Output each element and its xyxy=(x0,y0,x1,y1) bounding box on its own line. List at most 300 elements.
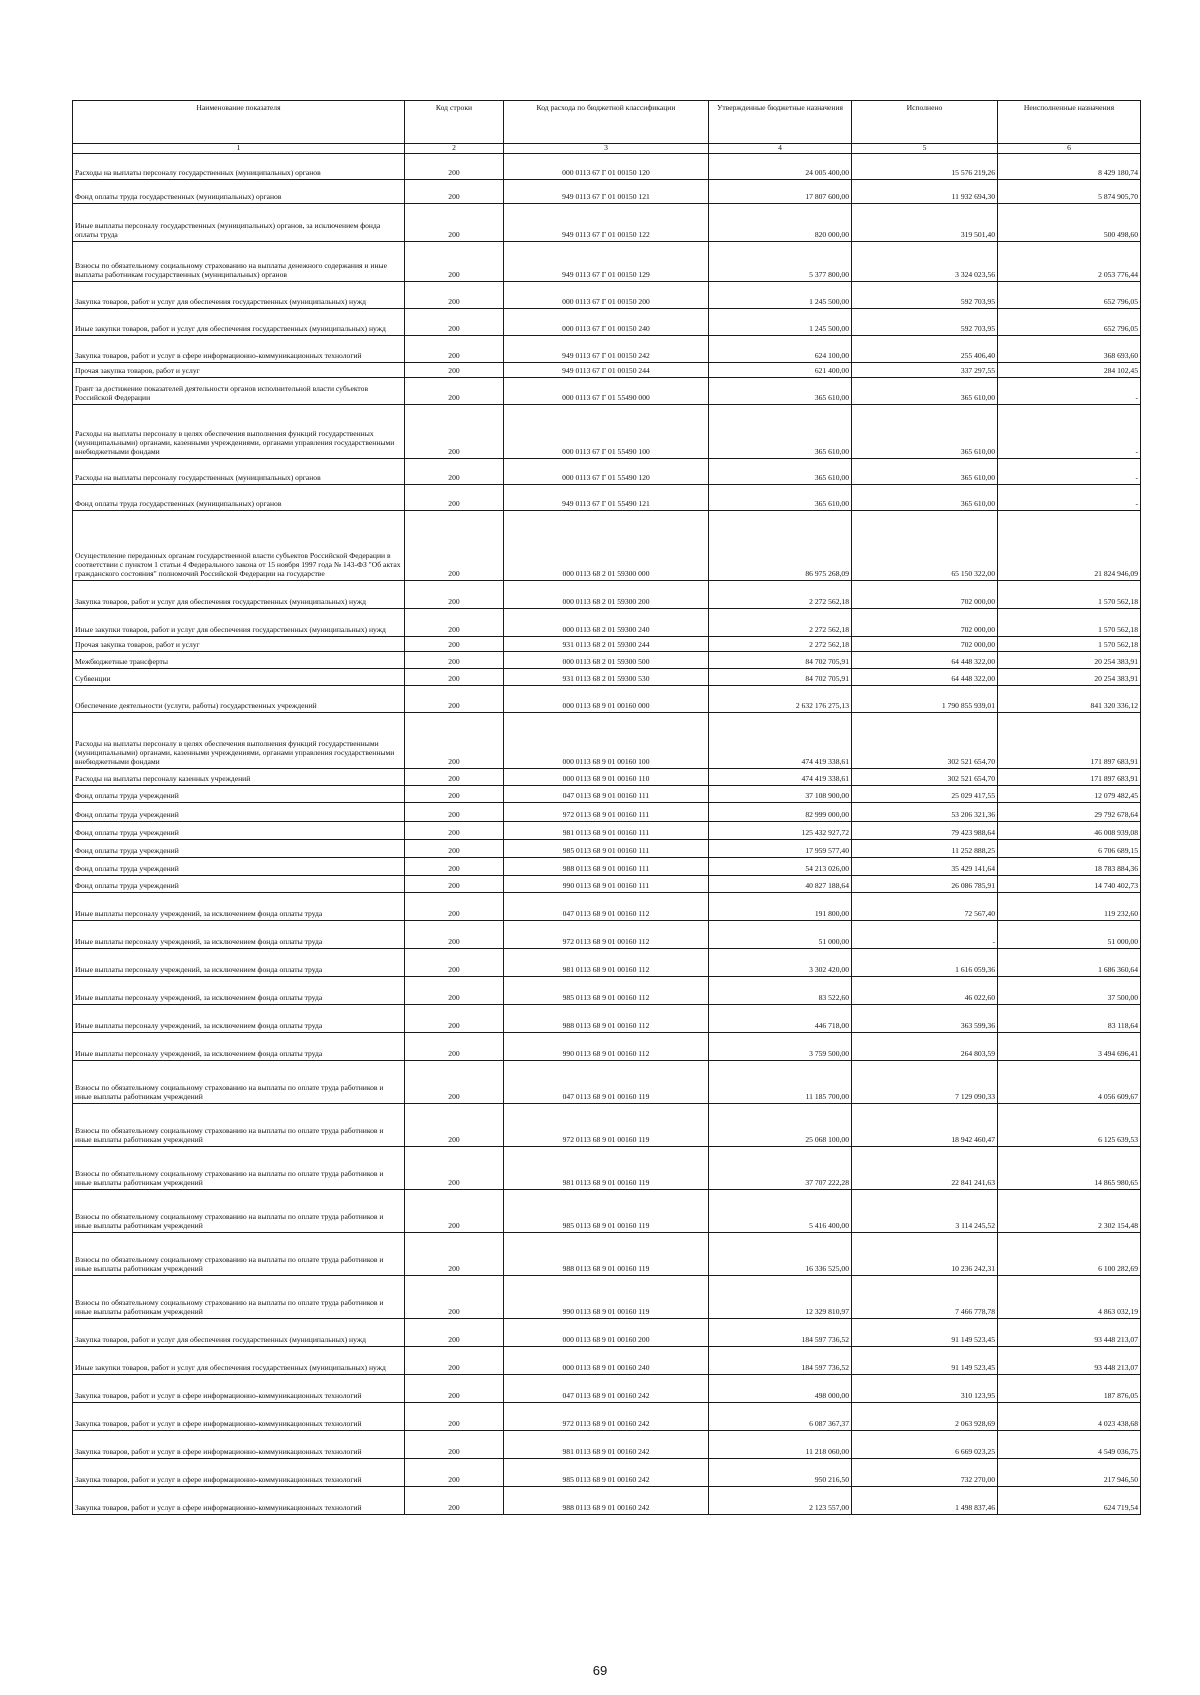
row-executed-cell: 2 063 928,69 xyxy=(852,1403,998,1431)
table-row xyxy=(73,336,1141,363)
table-row xyxy=(73,309,1141,336)
row-line-code-cell: 200 xyxy=(405,769,504,786)
row-executed-cell: 91 149 523,45 xyxy=(852,1319,998,1347)
row-approved-cell: 3 302 420,00 xyxy=(709,949,852,977)
row-expense-code-cell: 000 0113 68 2 01 59300 000 xyxy=(504,511,709,581)
row-executed-cell: 702 000,00 xyxy=(852,581,998,609)
row-name-cell: Фонд оплаты труда учреждений xyxy=(73,803,405,822)
row-approved-cell: 950 216,50 xyxy=(709,1459,852,1487)
row-executed-cell: 72 567,40 xyxy=(852,893,998,921)
row-name-cell: Фонд оплаты труда учреждений xyxy=(73,858,405,876)
row-approved-cell: 25 068 100,00 xyxy=(709,1104,852,1147)
row-remaining-cell: 187 876,05 xyxy=(998,1375,1141,1403)
row-executed-cell: 592 703,95 xyxy=(852,282,998,309)
row-executed-cell: 46 022,60 xyxy=(852,977,998,1005)
header-expense-code: Код расхода по бюджетной классификации xyxy=(504,101,709,144)
row-remaining-cell: 171 897 683,91 xyxy=(998,713,1141,769)
row-executed-cell: 64 448 322,00 xyxy=(852,652,998,669)
row-executed-cell: 310 123,95 xyxy=(852,1375,998,1403)
row-remaining-cell: 6 706 689,15 xyxy=(998,840,1141,858)
row-approved-cell: 2 123 557,00 xyxy=(709,1487,852,1515)
table-row xyxy=(73,669,1141,686)
row-remaining-cell: 4 056 609,67 xyxy=(998,1061,1141,1104)
row-line-code-cell: 200 xyxy=(405,378,504,405)
row-executed-cell: 11 252 888,25 xyxy=(852,840,998,858)
table-body xyxy=(73,154,1141,1515)
table-row xyxy=(73,977,1141,1005)
row-expense-code-cell: 931 0113 68 2 01 59300 530 xyxy=(504,669,709,686)
row-executed-cell: 79 423 988,64 xyxy=(852,822,998,840)
row-approved-cell: 365 610,00 xyxy=(709,378,852,405)
row-approved-cell: 191 800,00 xyxy=(709,893,852,921)
row-approved-cell: 17 807 600,00 xyxy=(709,180,852,204)
row-executed-cell: 10 236 242,31 xyxy=(852,1233,998,1276)
row-expense-code-cell: 990 0113 68 9 01 00160 112 xyxy=(504,1033,709,1061)
row-remaining-cell: 5 874 905,70 xyxy=(998,180,1141,204)
row-executed-cell: 15 576 219,26 xyxy=(852,154,998,180)
row-name-cell: Расходы на выплаты персоналу государственных (муниципальных) органов xyxy=(73,459,405,485)
page-number: 69 xyxy=(592,1663,608,1678)
row-expense-code-cell: 000 0113 68 2 01 59300 240 xyxy=(504,609,709,637)
row-line-code-cell: 200 xyxy=(405,309,504,336)
row-executed-cell: 302 521 654,70 xyxy=(852,769,998,786)
row-remaining-cell: 20 254 383,91 xyxy=(998,669,1141,686)
row-name-cell: Расходы на выплаты персоналу казенных учреждений xyxy=(73,769,405,786)
row-remaining-cell: 171 897 683,91 xyxy=(998,769,1141,786)
table-row xyxy=(73,803,1141,822)
row-approved-cell: 37 108 900,00 xyxy=(709,786,852,803)
row-remaining-cell: 21 824 946,09 xyxy=(998,511,1141,581)
row-expense-code-cell: 988 0113 68 9 01 00160 119 xyxy=(504,1233,709,1276)
row-approved-cell: 184 597 736,52 xyxy=(709,1319,852,1347)
row-name-cell: Иные выплаты персоналу учреждений, за исключением фонда оплаты труда xyxy=(73,977,405,1005)
report-sheet xyxy=(72,100,1140,1515)
table-row xyxy=(73,1347,1141,1375)
table-row xyxy=(73,652,1141,669)
table-row xyxy=(73,1459,1141,1487)
row-remaining-cell: 2 053 776,44 xyxy=(998,242,1141,282)
row-approved-cell: 474 419 338,61 xyxy=(709,769,852,786)
row-expense-code-cell: 972 0113 68 9 01 00160 111 xyxy=(504,803,709,822)
row-approved-cell: 2 272 562,18 xyxy=(709,581,852,609)
row-remaining-cell: 1 686 360,64 xyxy=(998,949,1141,977)
row-expense-code-cell: 985 0113 68 9 01 00160 112 xyxy=(504,977,709,1005)
row-line-code-cell: 200 xyxy=(405,1319,504,1347)
row-line-code-cell: 200 xyxy=(405,282,504,309)
row-name-cell: Прочая закупка товаров, работ и услуг xyxy=(73,363,405,378)
row-expense-code-cell: 000 0113 67 Г 01 00150 120 xyxy=(504,154,709,180)
table-row xyxy=(73,840,1141,858)
row-expense-code-cell: 047 0113 68 9 01 00160 242 xyxy=(504,1375,709,1403)
row-expense-code-cell: 985 0113 68 9 01 00160 111 xyxy=(504,840,709,858)
table-row xyxy=(73,363,1141,378)
row-approved-cell: 84 702 705,91 xyxy=(709,652,852,669)
row-name-cell: Взносы по обязательному социальному страхованию на выплаты по оплате труда работников и иные выплаты работникам учреждений xyxy=(73,1147,405,1190)
row-remaining-cell: 29 792 678,64 xyxy=(998,803,1141,822)
row-executed-cell: 11 932 694,30 xyxy=(852,180,998,204)
row-expense-code-cell: 000 0113 68 2 01 59300 200 xyxy=(504,581,709,609)
row-line-code-cell: 200 xyxy=(405,840,504,858)
row-expense-code-cell: 949 0113 67 Г 01 00150 122 xyxy=(504,204,709,242)
column-number: 2 xyxy=(405,144,504,154)
row-executed-cell: 365 610,00 xyxy=(852,378,998,405)
row-line-code-cell: 200 xyxy=(405,652,504,669)
row-approved-cell: 1 245 500,00 xyxy=(709,282,852,309)
row-remaining-cell: 37 500,00 xyxy=(998,977,1141,1005)
row-approved-cell: 125 432 927,72 xyxy=(709,822,852,840)
header-executed: Исполнено xyxy=(852,101,998,144)
row-approved-cell: 2 272 562,18 xyxy=(709,609,852,637)
row-line-code-cell: 200 xyxy=(405,242,504,282)
row-approved-cell: 11 185 700,00 xyxy=(709,1061,852,1104)
row-expense-code-cell: 000 0113 67 Г 01 55490 120 xyxy=(504,459,709,485)
row-approved-cell: 365 610,00 xyxy=(709,459,852,485)
table-row xyxy=(73,786,1141,803)
row-expense-code-cell: 985 0113 68 9 01 00160 119 xyxy=(504,1190,709,1233)
row-name-cell: Закупка товаров, работ и услуг для обеспечения государственных (муниципальных) нужд xyxy=(73,581,405,609)
row-name-cell: Иные закупки товаров, работ и услуг для обеспечения государственных (муниципальных) нужд xyxy=(73,1347,405,1375)
row-approved-cell: 624 100,00 xyxy=(709,336,852,363)
row-executed-cell: 6 669 023,25 xyxy=(852,1431,998,1459)
row-executed-cell: 363 599,36 xyxy=(852,1005,998,1033)
row-expense-code-cell: 981 0113 68 9 01 00160 119 xyxy=(504,1147,709,1190)
row-executed-cell: 64 448 322,00 xyxy=(852,669,998,686)
row-line-code-cell: 200 xyxy=(405,893,504,921)
row-remaining-cell: 500 498,60 xyxy=(998,204,1141,242)
row-name-cell: Закупка товаров, работ и услуг в сфере информационно-коммуникационных технологий xyxy=(73,1487,405,1515)
row-remaining-cell: 4 023 438,68 xyxy=(998,1403,1141,1431)
row-name-cell: Прочая закупка товаров, работ и услуг xyxy=(73,637,405,652)
table-row xyxy=(73,485,1141,511)
table-row xyxy=(73,921,1141,949)
row-expense-code-cell: 000 0113 68 9 01 00160 000 xyxy=(504,686,709,713)
row-name-cell: Закупка товаров, работ и услуг в сфере информационно-коммуникационных технологий xyxy=(73,1459,405,1487)
row-executed-cell: 25 029 417,55 xyxy=(852,786,998,803)
row-approved-cell: 24 005 400,00 xyxy=(709,154,852,180)
row-executed-cell: 319 501,40 xyxy=(852,204,998,242)
row-line-code-cell: 200 xyxy=(405,1005,504,1033)
row-executed-cell: 3 114 245,52 xyxy=(852,1190,998,1233)
row-approved-cell: 365 610,00 xyxy=(709,405,852,459)
row-line-code-cell: 200 xyxy=(405,803,504,822)
row-expense-code-cell: 931 0113 68 2 01 59300 244 xyxy=(504,637,709,652)
row-approved-cell: 51 000,00 xyxy=(709,921,852,949)
row-remaining-cell: 6 100 282,69 xyxy=(998,1233,1141,1276)
row-approved-cell: 2 632 176 275,13 xyxy=(709,686,852,713)
row-executed-cell: 3 324 023,56 xyxy=(852,242,998,282)
row-expense-code-cell: 981 0113 68 9 01 00160 111 xyxy=(504,822,709,840)
row-name-cell: Взносы по обязательному социальному страхованию на выплаты по оплате труда работников и иные выплаты работникам учреждений xyxy=(73,1276,405,1319)
row-remaining-cell: 4 863 032,19 xyxy=(998,1276,1141,1319)
row-line-code-cell: 200 xyxy=(405,713,504,769)
row-approved-cell: 82 999 000,00 xyxy=(709,803,852,822)
row-name-cell: Фонд оплаты труда учреждений xyxy=(73,840,405,858)
row-remaining-cell: 14 740 402,73 xyxy=(998,876,1141,893)
row-name-cell: Фонд оплаты труда учреждений xyxy=(73,876,405,893)
row-remaining-cell: 46 008 939,08 xyxy=(998,822,1141,840)
row-name-cell: Расходы на выплаты персоналу в целях обеспечения выполнения функций государственных (муниципальными) органами, казенными учреждениями, органами управления государственными внебюджетными фондами xyxy=(73,405,405,459)
column-number: 6 xyxy=(998,144,1141,154)
column-number: 5 xyxy=(852,144,998,154)
row-line-code-cell: 200 xyxy=(405,485,504,511)
row-approved-cell: 2 272 562,18 xyxy=(709,637,852,652)
row-expense-code-cell: 047 0113 68 9 01 00160 112 xyxy=(504,893,709,921)
row-line-code-cell: 200 xyxy=(405,180,504,204)
table-header-row xyxy=(73,101,1141,144)
row-line-code-cell: 200 xyxy=(405,858,504,876)
row-expense-code-cell: 988 0113 68 9 01 00160 112 xyxy=(504,1005,709,1033)
table-row xyxy=(73,858,1141,876)
table-row xyxy=(73,242,1141,282)
row-approved-cell: 12 329 810,97 xyxy=(709,1276,852,1319)
row-approved-cell: 498 000,00 xyxy=(709,1375,852,1403)
row-remaining-cell: 841 320 336,12 xyxy=(998,686,1141,713)
table-row xyxy=(73,459,1141,485)
row-line-code-cell: 200 xyxy=(405,1190,504,1233)
column-number: 4 xyxy=(709,144,852,154)
row-executed-cell: 65 150 322,00 xyxy=(852,511,998,581)
row-executed-cell: 1 790 855 939,01 xyxy=(852,686,998,713)
row-executed-cell: 302 521 654,70 xyxy=(852,713,998,769)
table-row xyxy=(73,1403,1141,1431)
row-remaining-cell: 12 079 482,45 xyxy=(998,786,1141,803)
row-approved-cell: 11 218 060,00 xyxy=(709,1431,852,1459)
row-line-code-cell: 200 xyxy=(405,1403,504,1431)
row-expense-code-cell: 047 0113 68 9 01 00160 119 xyxy=(504,1061,709,1104)
row-executed-cell: 18 942 460,47 xyxy=(852,1104,998,1147)
row-name-cell: Взносы по обязательному социальному страхованию на выплаты денежного содержания и иные выплаты работникам государственных (муниципальных) органов xyxy=(73,242,405,282)
row-line-code-cell: 200 xyxy=(405,977,504,1005)
row-remaining-cell: 4 549 036,75 xyxy=(998,1431,1141,1459)
row-name-cell: Фонд оплаты труда государственных (муниципальных) органов xyxy=(73,485,405,511)
row-executed-cell: 732 270,00 xyxy=(852,1459,998,1487)
table-row xyxy=(73,609,1141,637)
row-name-cell: Обеспечение деятельности (услуги, работы) государственных учреждений xyxy=(73,686,405,713)
row-approved-cell: 3 759 500,00 xyxy=(709,1033,852,1061)
row-expense-code-cell: 988 0113 68 9 01 00160 242 xyxy=(504,1487,709,1515)
row-approved-cell: 365 610,00 xyxy=(709,485,852,511)
row-expense-code-cell: 981 0113 68 9 01 00160 242 xyxy=(504,1431,709,1459)
row-remaining-cell: 368 693,60 xyxy=(998,336,1141,363)
row-name-cell: Закупка товаров, работ и услуг для обеспечения государственных (муниципальных) нужд xyxy=(73,282,405,309)
row-line-code-cell: 200 xyxy=(405,1459,504,1487)
row-name-cell: Закупка товаров, работ и услуг в сфере информационно-коммуникационных технологий xyxy=(73,336,405,363)
row-remaining-cell: 18 783 884,36 xyxy=(998,858,1141,876)
row-approved-cell: 86 975 268,09 xyxy=(709,511,852,581)
row-executed-cell: 1 616 059,36 xyxy=(852,949,998,977)
row-remaining-cell: 6 125 639,53 xyxy=(998,1104,1141,1147)
row-approved-cell: 37 707 222,28 xyxy=(709,1147,852,1190)
row-name-cell: Иные выплаты персоналу учреждений, за исключением фонда оплаты труда xyxy=(73,921,405,949)
row-line-code-cell: 200 xyxy=(405,459,504,485)
row-line-code-cell: 200 xyxy=(405,1147,504,1190)
row-name-cell: Иные выплаты персоналу учреждений, за исключением фонда оплаты труда xyxy=(73,893,405,921)
row-line-code-cell: 200 xyxy=(405,637,504,652)
row-expense-code-cell: 972 0113 68 9 01 00160 242 xyxy=(504,1403,709,1431)
row-executed-cell: 365 610,00 xyxy=(852,459,998,485)
row-remaining-cell: 652 796,05 xyxy=(998,282,1141,309)
row-executed-cell: 7 129 090,33 xyxy=(852,1061,998,1104)
row-remaining-cell: 1 570 562,18 xyxy=(998,609,1141,637)
row-line-code-cell: 200 xyxy=(405,204,504,242)
table-row xyxy=(73,1431,1141,1459)
table-row xyxy=(73,686,1141,713)
row-line-code-cell: 200 xyxy=(405,1276,504,1319)
row-name-cell: Фонд оплаты труда учреждений xyxy=(73,786,405,803)
row-line-code-cell: 200 xyxy=(405,1487,504,1515)
row-line-code-cell: 200 xyxy=(405,786,504,803)
row-approved-cell: 184 597 736,52 xyxy=(709,1347,852,1375)
table-row xyxy=(73,1104,1141,1147)
row-name-cell: Иные выплаты персоналу учреждений, за исключением фонда оплаты труда xyxy=(73,1033,405,1061)
table-row xyxy=(73,893,1141,921)
row-name-cell: Закупка товаров, работ и услуг в сфере информационно-коммуникационных технологий xyxy=(73,1375,405,1403)
row-approved-cell: 474 419 338,61 xyxy=(709,713,852,769)
row-line-code-cell: 200 xyxy=(405,154,504,180)
row-name-cell: Взносы по обязательному социальному страхованию на выплаты по оплате труда работников и иные выплаты работникам учреждений xyxy=(73,1233,405,1276)
row-executed-cell: 702 000,00 xyxy=(852,609,998,637)
row-line-code-cell: 200 xyxy=(405,669,504,686)
row-executed-cell: 26 086 785,91 xyxy=(852,876,998,893)
row-line-code-cell: 200 xyxy=(405,686,504,713)
row-remaining-cell: - xyxy=(998,378,1141,405)
table-row xyxy=(73,154,1141,180)
table-row xyxy=(73,204,1141,242)
row-name-cell: Расходы на выплаты персоналу государственных (муниципальных) органов xyxy=(73,154,405,180)
row-remaining-cell: 217 946,50 xyxy=(998,1459,1141,1487)
table-row xyxy=(73,1033,1141,1061)
row-line-code-cell: 200 xyxy=(405,1033,504,1061)
row-line-code-cell: 200 xyxy=(405,1347,504,1375)
row-line-code-cell: 200 xyxy=(405,511,504,581)
row-remaining-cell: 93 448 213,07 xyxy=(998,1347,1141,1375)
row-remaining-cell: 284 102,45 xyxy=(998,363,1141,378)
row-approved-cell: 446 718,00 xyxy=(709,1005,852,1033)
table-row xyxy=(73,405,1141,459)
header-line-code: Код строки xyxy=(405,101,504,144)
row-remaining-cell: - xyxy=(998,485,1141,511)
row-name-cell: Взносы по обязательному социальному страхованию на выплаты по оплате труда работников и иные выплаты работникам учреждений xyxy=(73,1104,405,1147)
row-expense-code-cell: 000 0113 67 Г 01 00150 240 xyxy=(504,309,709,336)
row-expense-code-cell: 949 0113 67 Г 01 00150 129 xyxy=(504,242,709,282)
row-executed-cell: 365 610,00 xyxy=(852,405,998,459)
row-line-code-cell: 200 xyxy=(405,581,504,609)
table-row xyxy=(73,1147,1141,1190)
table-row xyxy=(73,180,1141,204)
row-name-cell: Межбюджетные трансферты xyxy=(73,652,405,669)
row-expense-code-cell: 000 0113 68 9 01 00160 240 xyxy=(504,1347,709,1375)
row-line-code-cell: 200 xyxy=(405,1233,504,1276)
row-approved-cell: 1 245 500,00 xyxy=(709,309,852,336)
table-row xyxy=(73,378,1141,405)
row-expense-code-cell: 000 0113 67 Г 01 55490 100 xyxy=(504,405,709,459)
row-line-code-cell: 200 xyxy=(405,363,504,378)
row-approved-cell: 54 213 026,00 xyxy=(709,858,852,876)
row-expense-code-cell: 981 0113 68 9 01 00160 112 xyxy=(504,949,709,977)
row-name-cell: Иные выплаты персоналу учреждений, за исключением фонда оплаты труда xyxy=(73,949,405,977)
table-row xyxy=(73,1190,1141,1233)
row-remaining-cell: 2 302 154,48 xyxy=(998,1190,1141,1233)
row-approved-cell: 6 087 367,37 xyxy=(709,1403,852,1431)
row-line-code-cell: 200 xyxy=(405,1104,504,1147)
row-approved-cell: 5 377 800,00 xyxy=(709,242,852,282)
table-row xyxy=(73,1319,1141,1347)
row-name-cell: Закупка товаров, работ и услуг в сфере информационно-коммуникационных технологий xyxy=(73,1431,405,1459)
row-executed-cell: 592 703,95 xyxy=(852,309,998,336)
row-executed-cell: 255 406,40 xyxy=(852,336,998,363)
row-executed-cell: 91 149 523,45 xyxy=(852,1347,998,1375)
row-expense-code-cell: 949 0113 67 Г 01 00150 244 xyxy=(504,363,709,378)
row-expense-code-cell: 000 0113 67 Г 01 55490 000 xyxy=(504,378,709,405)
row-expense-code-cell: 988 0113 68 9 01 00160 111 xyxy=(504,858,709,876)
row-expense-code-cell: 000 0113 67 Г 01 00150 200 xyxy=(504,282,709,309)
header-indicator-name: Наименование показателя xyxy=(73,101,405,144)
row-remaining-cell: 3 494 696,41 xyxy=(998,1033,1141,1061)
column-number: 1 xyxy=(73,144,405,154)
row-executed-cell: 337 297,55 xyxy=(852,363,998,378)
row-remaining-cell: - xyxy=(998,405,1141,459)
row-name-cell: Иные закупки товаров, работ и услуг для обеспечения государственных (муниципальных) нужд xyxy=(73,309,405,336)
row-approved-cell: 84 702 705,91 xyxy=(709,669,852,686)
row-expense-code-cell: 000 0113 68 9 01 00160 110 xyxy=(504,769,709,786)
row-approved-cell: 40 827 188,64 xyxy=(709,876,852,893)
row-expense-code-cell: 972 0113 68 9 01 00160 119 xyxy=(504,1104,709,1147)
row-approved-cell: 16 336 525,00 xyxy=(709,1233,852,1276)
row-expense-code-cell: 949 0113 67 Г 01 55490 121 xyxy=(504,485,709,511)
row-remaining-cell: 119 232,60 xyxy=(998,893,1141,921)
row-expense-code-cell: 990 0113 68 9 01 00160 111 xyxy=(504,876,709,893)
table-row xyxy=(73,876,1141,893)
row-line-code-cell: 200 xyxy=(405,921,504,949)
row-line-code-cell: 200 xyxy=(405,336,504,363)
row-name-cell: Взносы по обязательному социальному страхованию на выплаты по оплате труда работников и иные выплаты работникам учреждений xyxy=(73,1061,405,1104)
row-expense-code-cell: 985 0113 68 9 01 00160 242 xyxy=(504,1459,709,1487)
row-name-cell: Расходы на выплаты персоналу в целях обеспечения выполнения функций государственными (муниципальными) органами, казенными учреждениями, органами управления государственными внебюджетными фондами xyxy=(73,713,405,769)
table-row xyxy=(73,1375,1141,1403)
row-name-cell: Закупка товаров, работ и услуг для обеспечения государственных (муниципальных) нужд xyxy=(73,1319,405,1347)
row-name-cell: Иные закупки товаров, работ и услуг для обеспечения государственных (муниципальных) нужд xyxy=(73,609,405,637)
table-row xyxy=(73,769,1141,786)
table-row xyxy=(73,949,1141,977)
row-approved-cell: 83 522,60 xyxy=(709,977,852,1005)
row-expense-code-cell: 000 0113 68 2 01 59300 500 xyxy=(504,652,709,669)
row-name-cell: Взносы по обязательному социальному страхованию на выплаты по оплате труда работников и иные выплаты работникам учреждений xyxy=(73,1190,405,1233)
column-number: 3 xyxy=(504,144,709,154)
table-row xyxy=(73,1005,1141,1033)
table-row xyxy=(73,1276,1141,1319)
row-approved-cell: 621 400,00 xyxy=(709,363,852,378)
row-name-cell: Грант за достижение показателей деятельности органов исполнительной власти субъектов Российской Федерации xyxy=(73,378,405,405)
header-remaining: Неисполненные назначения xyxy=(998,101,1141,144)
row-executed-cell: 365 610,00 xyxy=(852,485,998,511)
row-remaining-cell: 1 570 562,18 xyxy=(998,581,1141,609)
row-line-code-cell: 200 xyxy=(405,1375,504,1403)
row-expense-code-cell: 000 0113 68 9 01 00160 200 xyxy=(504,1319,709,1347)
row-remaining-cell: 1 570 562,18 xyxy=(998,637,1141,652)
row-line-code-cell: 200 xyxy=(405,609,504,637)
row-remaining-cell: 624 719,54 xyxy=(998,1487,1141,1515)
row-expense-code-cell: 949 0113 67 Г 01 00150 242 xyxy=(504,336,709,363)
row-remaining-cell: 652 796,05 xyxy=(998,309,1141,336)
table-row xyxy=(73,637,1141,652)
table-row xyxy=(73,713,1141,769)
row-name-cell: Иные выплаты персоналу учреждений, за исключением фонда оплаты труда xyxy=(73,1005,405,1033)
row-line-code-cell: 200 xyxy=(405,1431,504,1459)
row-line-code-cell: 200 xyxy=(405,1061,504,1104)
row-remaining-cell: 93 448 213,07 xyxy=(998,1319,1141,1347)
row-approved-cell: 5 416 400,00 xyxy=(709,1190,852,1233)
table-row xyxy=(73,822,1141,840)
